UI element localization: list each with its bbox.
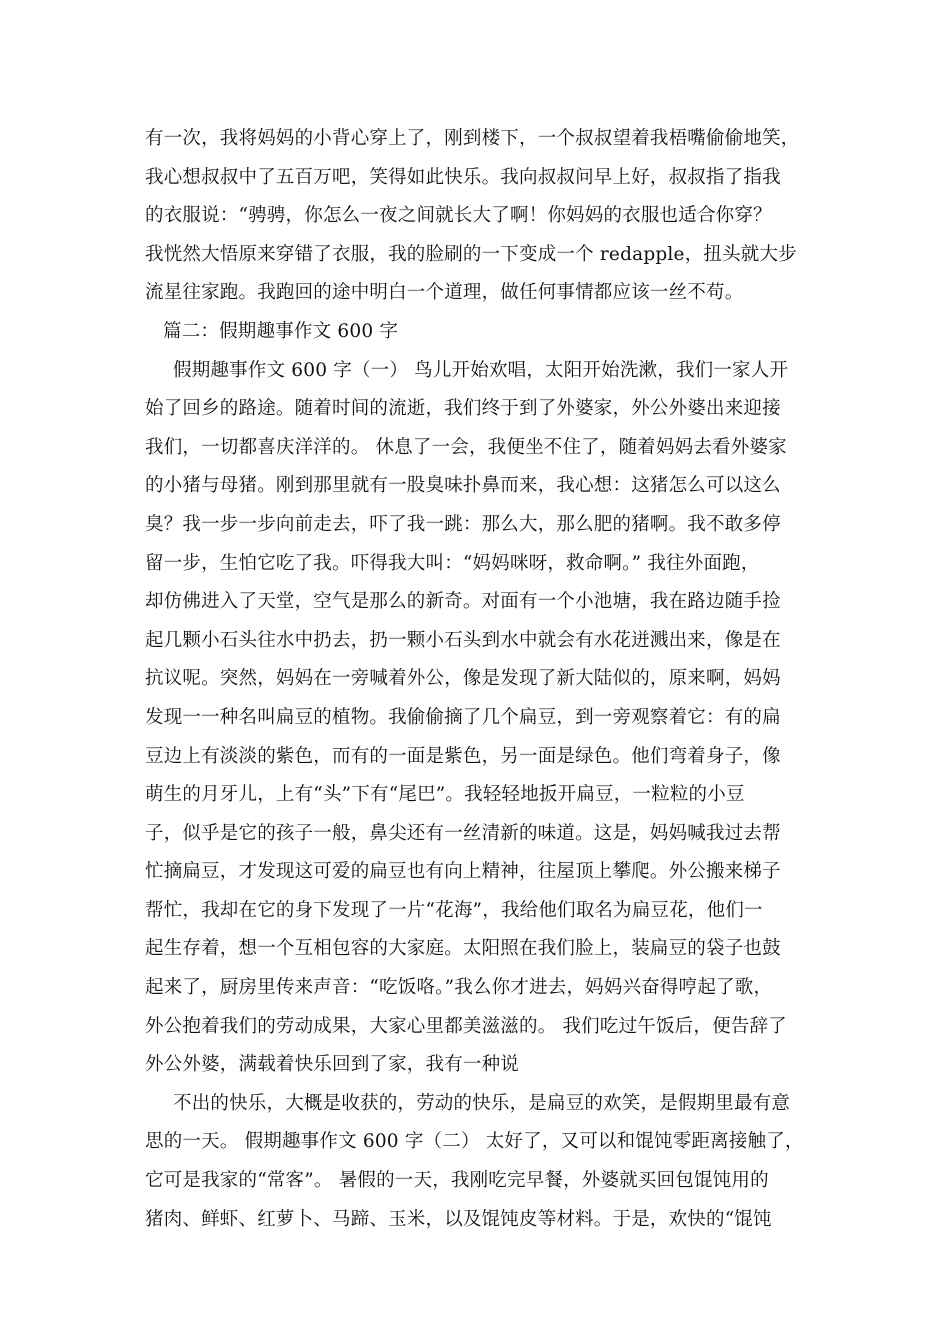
text-line: 留一步，生怕它吃了我。吓得我大叫：“妈妈咪呀，救命啊。” 我往外面跑， [145,552,760,574]
text-line: 我们，一切都喜庆洋洋的。 休息了一会，我便坐不住了，随着妈妈去看外婆家 [145,436,787,458]
text-line: 起来了，厨房里传来声音：“吃饭咯。”我么你才进去，妈妈兴奋得哼起了歌， [145,977,773,999]
text-line: 忙摘扁豆，才发现这可爱的扁豆也有向上精神，往屋顶上攀爬。外公搬来梯子 [145,861,781,883]
text-line: 臭？我一步一步向前走去，吓了我一跳：那么大，那么肥的猪啊。我不敢多停 [145,513,781,535]
text-line: 我心想叔叔中了五百万吧，笑得如此快乐。我向叔叔问早上好，叔叔指了指我 [145,166,781,188]
text-line: 的小猪与母猪。刚到那里就有一股臭味扑鼻而来，我心想：这猪怎么可以这么 [145,475,781,497]
text-line: 猪肉、鲜虾、红萝卜、马蹄、玉米，以及馄饨皮等材料。于是，欢快的“馄饨 [145,1208,772,1230]
text-line: 外公抱着我们的劳动成果，大家心里都美滋滋的。 我们吃过午饭后，便告辞了 [145,1015,787,1037]
text-line: 帮忙，我却在它的身下发现了一片“花海”，我给他们取名为扁豆花，他们一 [145,899,763,921]
text-line: 却仿佛进入了天堂，空气是那么的新奇。对面有一个小池塘，我在路边随手捡 [145,591,781,613]
text-line: 不出的快乐，大概是收获的，劳动的快乐，是扁豆的欢笑，是假期里最有意 [173,1092,791,1114]
paragraph-3 [145,1085,805,1239]
paragraph-1 [145,120,805,313]
text-line: 外公外婆，满载着快乐回到了家，我有一种说 [145,1054,520,1076]
text-line: 流星往家跑。我跑回的途中明白一个道理，做任何事情都应该一丝不苟。 [145,282,744,304]
document-body [145,120,805,1239]
text-line: 发现一一种名叫扁豆的植物。我偷偷摘了几个扁豆，到一旁观察着它：有的扁 [145,706,781,728]
text-line: 抗议呢。突然，妈妈在一旁喊着外公，像是发现了新大陆似的，原来啊，妈妈 [145,668,781,690]
text-line: 起生存着，想一个互相包容的大家庭。太阳照在我们脸上，装扁豆的袋子也鼓 [145,938,781,960]
text-line: 始了回乡的路途。随着时间的流逝，我们终于到了外婆家，外公外婆出来迎接 [145,398,781,420]
text-line: 思的一天。 假期趣事作文 600 字（二） 太好了，又可以和馄饨零距离接触了， [145,1131,804,1153]
paragraph-2 [145,352,805,1085]
text-line: 豆边上有淡淡的紫色，而有的一面是紫色，另一面是绿色。他们弯着身子，像 [145,745,781,767]
text-line: 子，似乎是它的孩子一般，鼻尖还有一丝清新的味道。这是，妈妈喊我过去帮 [145,822,781,844]
text-line: 萌生的月牙儿，上有“头”下有“尾巴”。我轻轻地扳开扁豆，一粒粒的小豆 [145,784,745,806]
text-line: 起几颗小石头往水中扔去，扔一颗小石头到水中就会有水花迸溅出来，像是在 [145,629,781,651]
section-heading: 篇二：假期趣事作文 600 字 [163,320,399,342]
text-line: 我恍然大悟原来穿错了衣服，我的脸刷的一下变成一个 redapple，扭头就大步 [145,243,797,265]
text-line: 的衣服说：“骋骋，你怎么一夜之间就长大了啊！你妈妈的衣服也适合你穿？ [145,205,772,227]
text-line: 它可是我家的“常客”。 暑假的一天，我刚吃完早餐，外婆就买回包馄饨用的 [145,1170,769,1192]
text-line: 假期趣事作文 600 字（一） 鸟儿开始欢唱，太阳开始洗漱，我们一家人开 [173,359,789,381]
text-line: 有一次，我将妈妈的小背心穿上了，刚到楼下，一个叔叔望着我梧嘴偷偷地笑， [145,128,800,149]
